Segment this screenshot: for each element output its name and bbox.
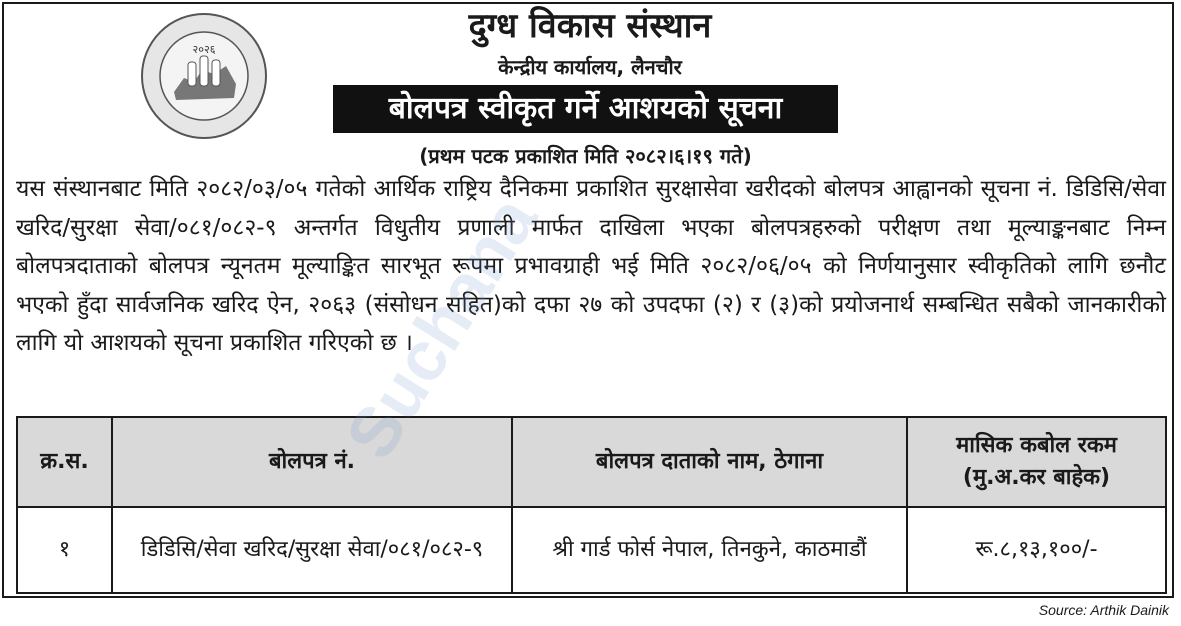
logo-year: २०२६ (192, 43, 216, 56)
watermark: Suchana (330, 183, 552, 472)
cell-bid-number: डिडिसि/सेवा खरिद/सुरक्षा सेवा/०८१/०८२-९ (112, 507, 512, 593)
publication-date: (प्रथम पटक प्रकाशित मिति २०८२।६।१९ गते) (419, 144, 752, 168)
notice-paragraph: यस संस्थानबाट मिति २०८२/०३/०५ गतेको आर्थिक राष्ट्रिय दैनिकमा प्रकाशित सुरक्षासेवा खरीदको बोलपत्र आह्वानको सूचना नं. डिडिसि/सेवा खरिद/सुरक्षा सेवा/०८१/०८२-९ अन्तर्गत विधुतीय प्रणाली मार्फत दाखिला भएका बोलपत्रहरुको परीक्षण तथा मूल्याङ्कनबाट निम्न बोलपत्रदाताको बोलपत्र न्यूनतम मूल्याङ्कित सारभूत रूपमा प्रभावग्राही भई मिति २०८२/०६/०५ को निर्णयानुसार स्वीकृतिको लागि छनौट भएको हुँदा सार्वजनिक खरिद ऐन, २०६३ (संसोधन सहित)को दफा २७ को उपदफा (२) र (३)को प्रयोजनार्थ सम्बन्धित सबैको जानकारीको लागि यो आशयको सूचना प्रकाशित गरिएको छ । (16, 176, 1166, 356)
cell-amount: रू.८,१३,१००/- (907, 507, 1166, 593)
office-name: केन्द्रीय कार्यालय, लैनचौर (498, 55, 682, 79)
notice-title: बोलपत्र स्वीकृत गर्ने आशयको सूचना (333, 85, 838, 133)
header-bidder: बोलपत्र दाताको नाम, ठेगाना (512, 417, 907, 507)
header-serial: क्र.स. (17, 417, 112, 507)
award-table (16, 416, 1167, 594)
table-header-row (17, 417, 1166, 507)
cell-serial: १ (17, 507, 112, 593)
header-amount: मासिक कबोल रकम (मु.अ.कर बाहेक) (907, 417, 1166, 507)
cell-bidder: श्री गार्ड फोर्स नेपाल, तिनकुने, काठमाडौं (512, 507, 907, 593)
organization-logo (140, 12, 268, 140)
organization-name: दुग्ध विकास संस्थान (468, 6, 712, 46)
source-credit: Source: Arthik Dainik (1038, 602, 1169, 618)
table-row (17, 507, 1166, 593)
header-bid-number: बोलपत्र नं. (112, 417, 512, 507)
